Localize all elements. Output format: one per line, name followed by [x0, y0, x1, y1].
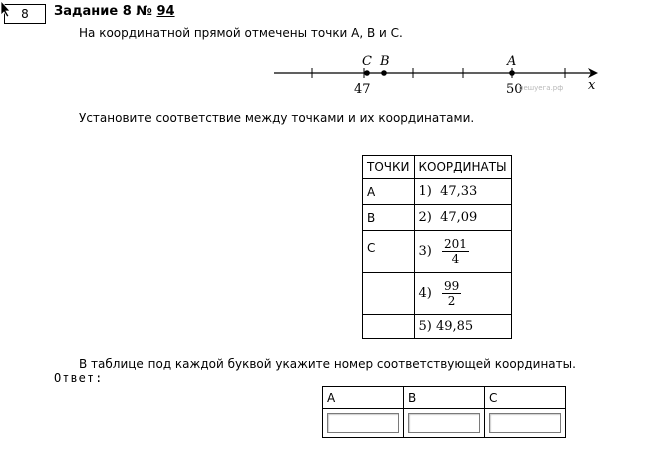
watermark: решуега.рф [519, 84, 564, 92]
answer-input-c[interactable] [489, 413, 561, 433]
label-c: C [362, 54, 372, 69]
tick-label-50: 50 [506, 82, 523, 97]
point-cell-empty [363, 315, 415, 339]
point-cell-b: B [363, 205, 415, 231]
coord-option-1 [414, 179, 511, 205]
coord-num: 5) [418, 319, 432, 334]
header-points: ТОЧКИ [363, 156, 415, 179]
answer-input-a[interactable] [327, 413, 399, 433]
coord-option-2 [414, 205, 511, 231]
coord-value: 47,33 [440, 184, 478, 199]
task-id-link[interactable]: 94 [156, 4, 175, 19]
matching-table [362, 155, 512, 339]
answer-cell-a [323, 409, 404, 438]
task-title-prefix: Задание 8 № [54, 4, 152, 19]
point-cell-a: A [363, 179, 415, 205]
label-a: A [507, 54, 517, 69]
coord-option-4 [414, 273, 511, 315]
answer-header-b: B [404, 387, 485, 409]
point-cell-c: C [363, 231, 415, 273]
answer-cell-b [404, 409, 485, 438]
fraction-numerator: 99 [443, 279, 460, 293]
coord-value: 49,85 [435, 319, 474, 334]
coord-num: 1) [418, 184, 432, 199]
answer-label: Ответ: [54, 371, 104, 385]
axis-label-x: x [588, 78, 596, 93]
task-title [54, 4, 175, 19]
answer-cell-c [485, 409, 566, 438]
mouse-cursor-icon [0, 0, 12, 18]
header-coords: КООРДИНАТЫ [414, 156, 511, 179]
number-line [270, 50, 610, 100]
answer-header-c: C [485, 387, 566, 409]
fraction [442, 237, 469, 266]
coord-num: 2) [418, 210, 432, 225]
fraction-denominator: 2 [447, 294, 456, 308]
task-number-box: 8 [4, 4, 46, 24]
bottom-instruction: В таблице под каждой буквой укажите номер соответствующей координаты. [79, 357, 576, 371]
point-c-dot [364, 70, 370, 76]
fraction-numerator: 201 [443, 237, 467, 251]
point-cell-empty [363, 273, 415, 315]
tick-label-47: 47 [354, 82, 371, 97]
point-a-dot [509, 70, 515, 76]
answer-table [322, 386, 566, 438]
question-text: На координатной прямой отмечены точки A, B и C. [79, 26, 403, 40]
coord-num: 4) [418, 286, 432, 301]
answer-header-a: A [323, 387, 404, 409]
label-b: B [380, 54, 390, 69]
answer-input-b[interactable] [408, 413, 480, 433]
fraction-denominator: 4 [451, 252, 460, 266]
point-b-dot [381, 70, 387, 76]
coord-value: 47,09 [440, 210, 478, 225]
coord-num: 3) [418, 244, 432, 259]
fraction [442, 279, 461, 308]
coord-option-5 [414, 315, 511, 339]
instruction-text: Установите соответствие между точками и их координатами. [79, 111, 475, 125]
coord-option-3 [414, 231, 511, 273]
